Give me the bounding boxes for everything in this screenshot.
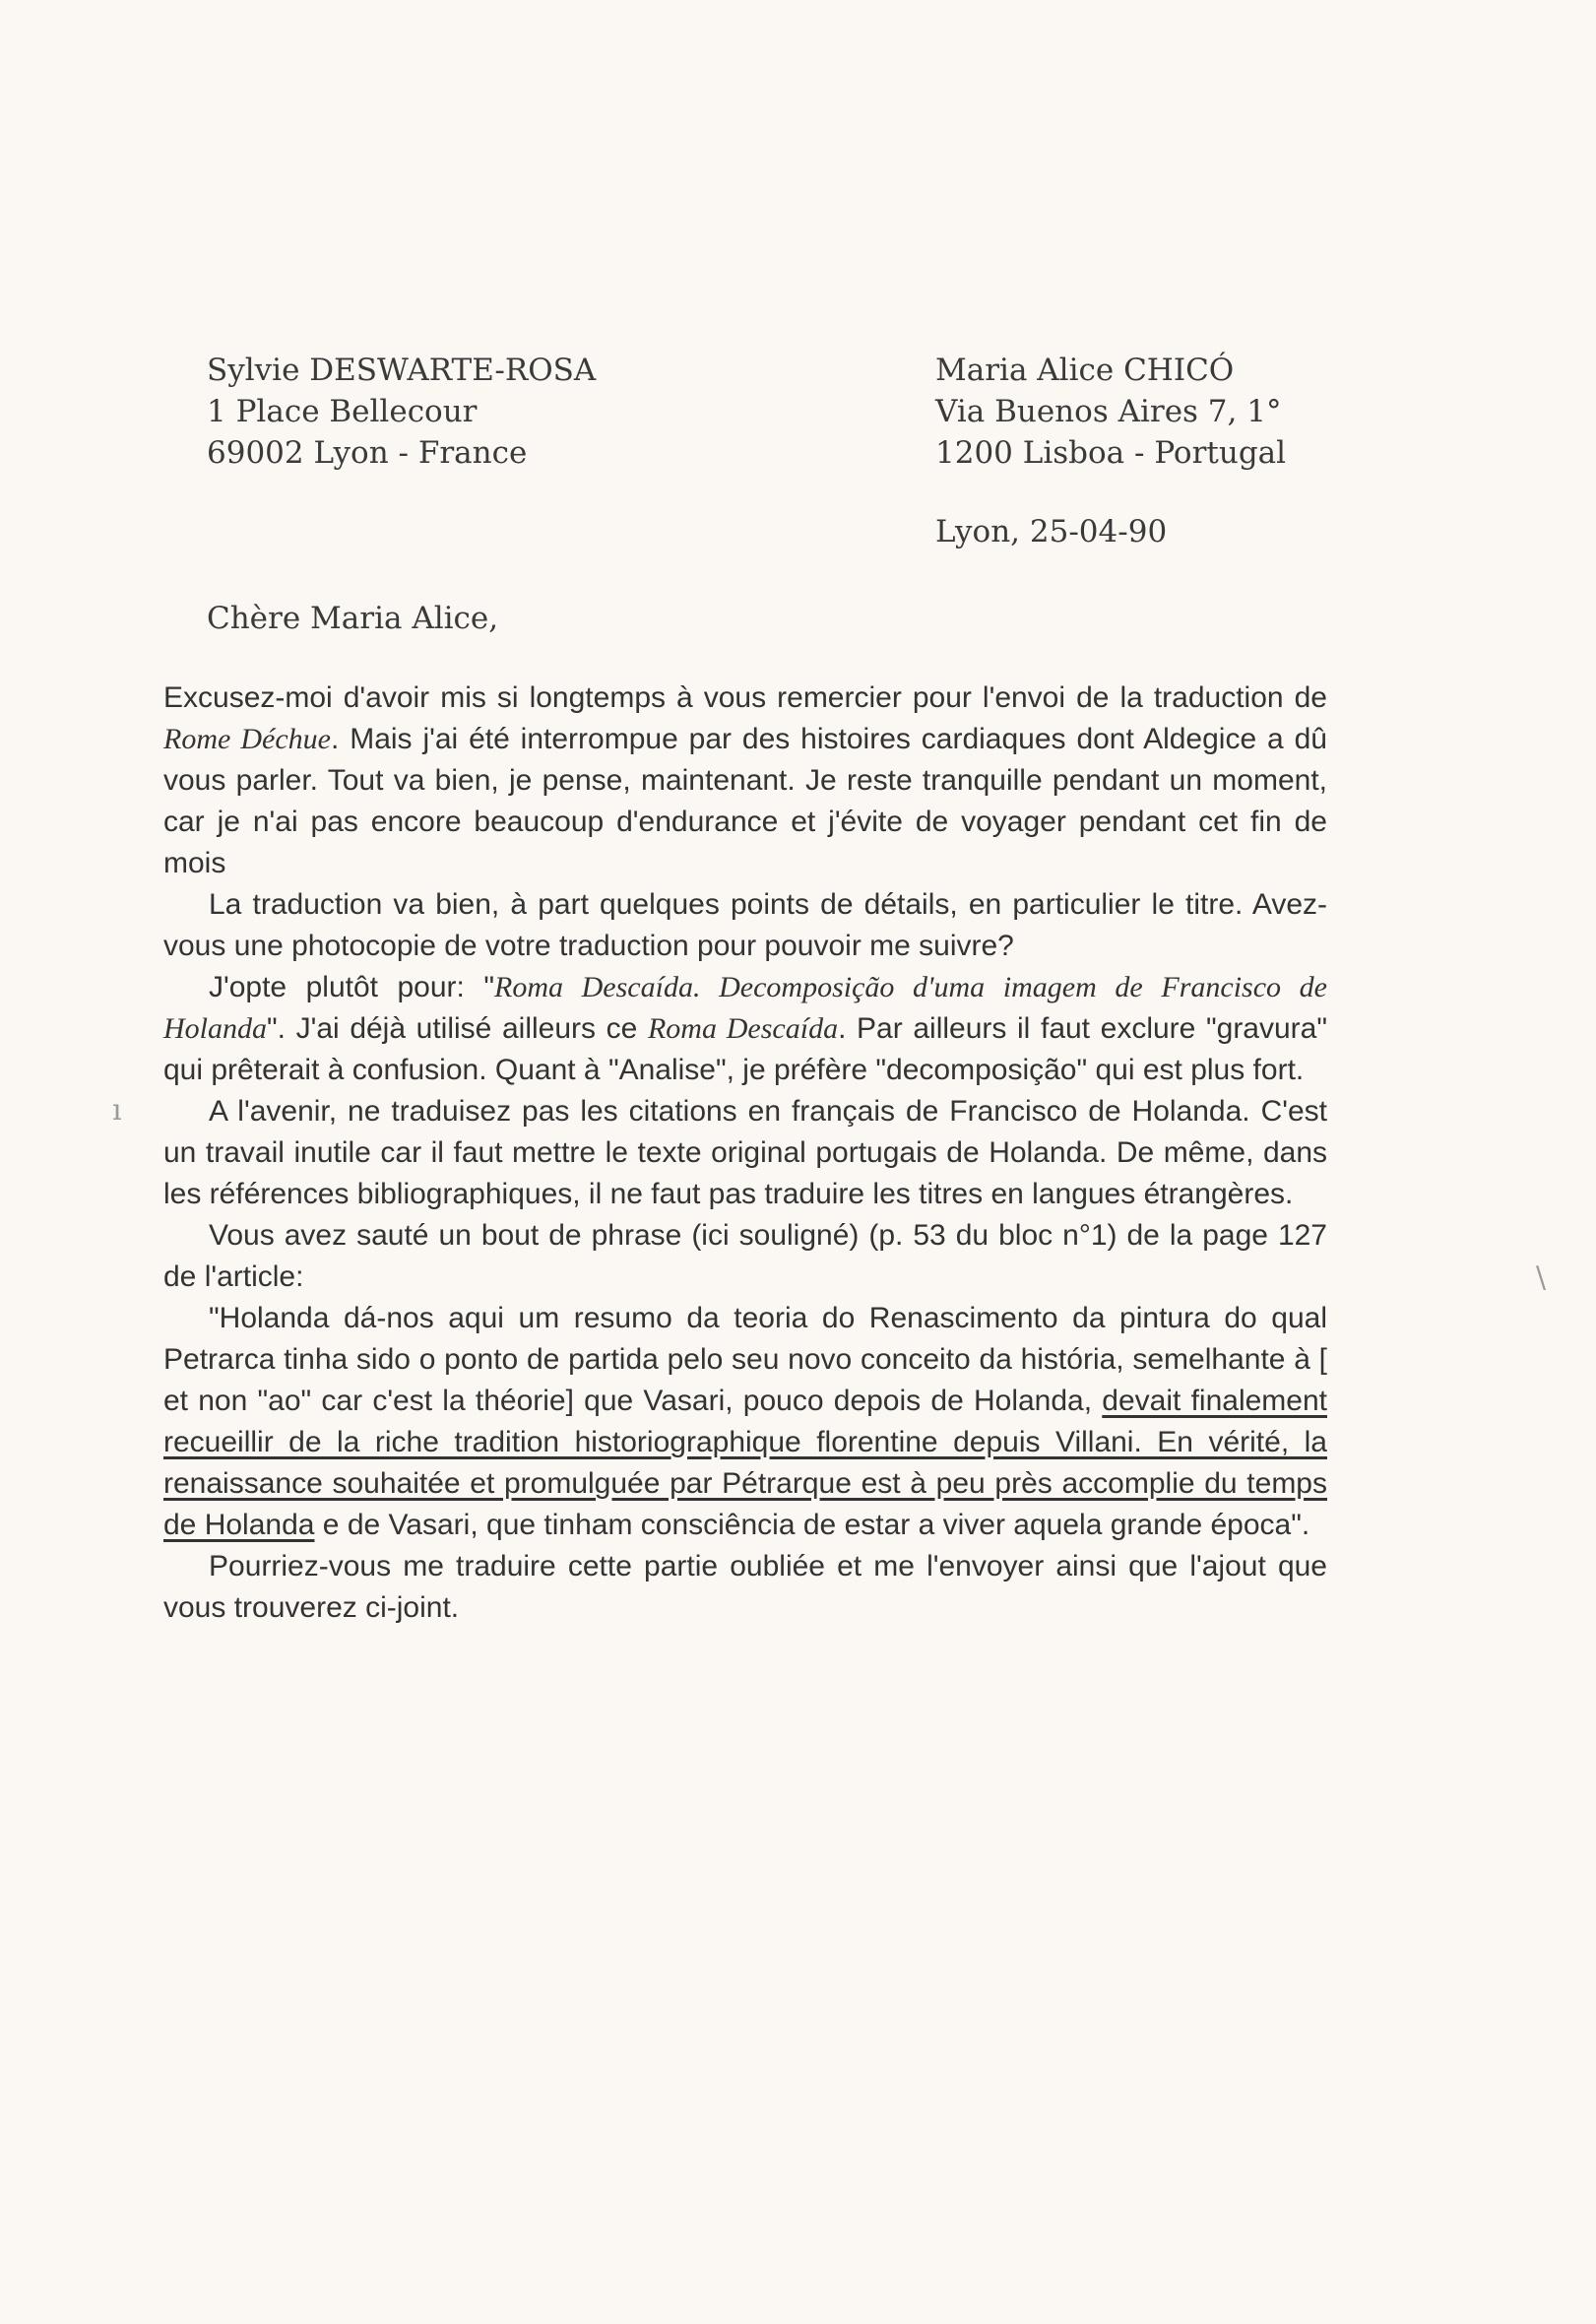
sender-city: 69002 Lyon - France [207,435,528,471]
recipient-street: Via Buenos Aires 7, 1° [935,394,1282,429]
p1-text-a: Excusez-moi d'avoir mis si longtemps à vous remercier pour l'envoi de la traduction de [163,681,1327,714]
sender-street: 1 Place Bellecour [207,394,478,429]
recipient-name: Maria Alice CHICÓ [935,353,1235,388]
p3-proposed-title: Roma Descaída. Decomposição d'uma imagem de Francisco de Holanda [163,971,1327,1045]
recipient-address [935,350,1286,474]
sender-name: Sylvie DESWARTE-ROSA [207,353,597,388]
paragraph-6-quote [163,1298,1327,1546]
p3-text-a: J'opte plutôt pour: " [209,971,494,1003]
p3-text-c: . Par ailleurs il faut exclure "gravura" qui prêterait à confusion. Quant à "Analise", je préfère "decomposição" qui est plus fort. [163,1012,1328,1086]
paragraph-4: A l'avenir, ne traduisez pas les citations en français de Francisco de Holanda. C'est un travail inutile car il faut mettre le texte original portugais de Holanda. De même, dans les références bibliographiques, il ne faut pas traduire les titres en langues étrangères. [163,1095,1327,1210]
quote-underlined-passage: devait finalement recueillir de la riche tradition historiographique florentine depuis Villani. En vérité, la renaissance souhaitée et promulguée par Pétrarque est à peu près accomplie du temps de Holanda [163,1385,1327,1541]
margin-mark-left: ı [112,1093,122,1128]
paragraph-5: Vous avez sauté un bout de phrase (ici souligné) (p. 53 du bloc n°1) de la page 127 de l'article: [163,1219,1327,1293]
quote-text-b: e de Vasari, que tinham consciência de estar a viver aquela grande época". [314,1509,1310,1541]
letter-body [163,678,1327,1629]
quote-text-a: "Holanda dá-nos aqui um resumo da teoria do Renascimento da pintura do qual Petrarca tinha sido o ponto de partida pelo seu novo conceito da história, semelhante à [ et non "ao" car c'est la théorie] que Vasari, pouco depois de Holanda, [163,1302,1327,1417]
p3-text-b: ". J'ai déjà utilisé ailleurs ce [267,1012,648,1045]
sender-address [207,350,596,474]
p3-short-title: Roma Descaída [647,1012,839,1045]
paragraph-3 [163,967,1327,1091]
paragraph-2: La traduction va bien, à part quelques points de détails, en particulier le titre. Avez-vous une photocopie de votre traduction pour pouvoir me suivre? [163,888,1327,962]
margin-mark-right: \ [1536,1260,1547,1295]
paragraph-7: Pourriez-vous me traduire cette partie oubliée et me l'envoyer ainsi que l'ajout que vous trouverez ci-joint. [163,1550,1327,1624]
paragraph-1 [163,678,1327,884]
recipient-city: 1200 Lisboa - Portugal [935,435,1287,471]
p1-text-b: . Mais j'ai été interrompue par des histoires cardiaques dont Aldegice a dû vous parler. Tout va bien, je pense, maintenant. Je reste tranquille pendant un moment, car je n'ai pas encore beaucoup d'endurance et j'évite de voyager pendant cet fin de mois [163,723,1327,879]
salutation: Chère Maria Alice, [207,601,499,636]
p1-book-title: Rome Déchue [163,723,331,755]
letter-date: Lyon, 25-04-90 [935,514,1168,549]
